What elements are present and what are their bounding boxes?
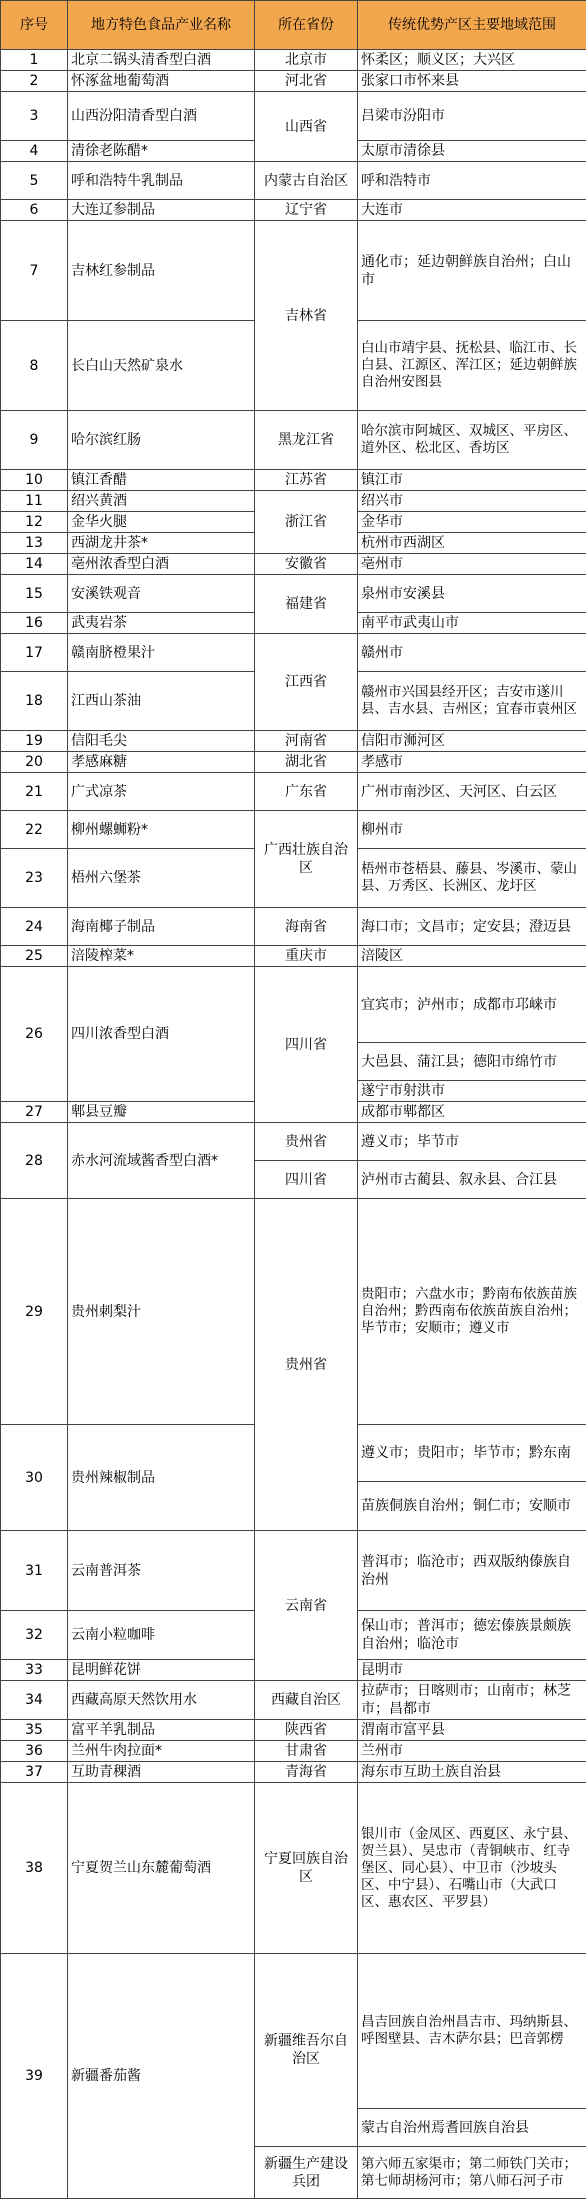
table-row bbox=[1, 1531, 586, 1611]
table-row bbox=[1, 1954, 586, 2109]
area-cell: 遂宁市射洪市 bbox=[358, 1081, 586, 1102]
province-cell: 江西省 bbox=[255, 634, 358, 731]
area-cell: 渭南市富平县 bbox=[358, 1720, 586, 1741]
province-cell: 西藏自治区 bbox=[255, 1681, 358, 1720]
table-row bbox=[1, 634, 586, 672]
area-cell: 普洱市；临沧市；西双版纳傣族自治州 bbox=[358, 1531, 586, 1611]
area-cell: 赣州市 bbox=[358, 634, 586, 672]
area-cell: 大连市 bbox=[358, 200, 586, 221]
industry-name: 四川浓香型白酒 bbox=[68, 967, 255, 1102]
table-row bbox=[1, 92, 586, 141]
row-index: 17 bbox=[1, 634, 68, 672]
industry-name: 云南小粒咖啡 bbox=[68, 1611, 255, 1660]
row-index: 5 bbox=[1, 162, 68, 200]
area-cell: 吕梁市汾阳市 bbox=[358, 92, 586, 141]
industry-name: 贵州刺梨汁 bbox=[68, 1199, 255, 1425]
table-row bbox=[1, 811, 586, 849]
row-index: 39 bbox=[1, 1954, 68, 2199]
industry-name: 昆明鲜花饼 bbox=[68, 1660, 255, 1681]
table-row bbox=[1, 752, 586, 773]
industry-name: 大连辽参制品 bbox=[68, 200, 255, 221]
industry-name: 云南普洱茶 bbox=[68, 1531, 255, 1611]
area-cell: 大邑县、蒲江县；德阳市绵竹市 bbox=[358, 1043, 586, 1081]
table-row bbox=[1, 1199, 586, 1425]
area-cell: 银川市（金凤区、西夏区、永宁县、贺兰县）、吴忠市（青铜峡市、红寺堡区、同心县）、中卫市（沙坡头区、中宁县）、石嘴山市（大武口区、惠农区、平罗县） bbox=[358, 1783, 586, 1954]
row-index: 3 bbox=[1, 92, 68, 141]
row-index: 15 bbox=[1, 575, 68, 613]
area-cell: 金华市 bbox=[358, 512, 586, 533]
area-cell: 遵义市；毕节市 bbox=[358, 1123, 586, 1161]
area-cell: 绍兴市 bbox=[358, 491, 586, 512]
row-index: 35 bbox=[1, 1720, 68, 1741]
industry-name: 信阳毛尖 bbox=[68, 731, 255, 752]
province-cell: 内蒙古自治区 bbox=[255, 162, 358, 200]
area-cell: 保山市；普洱市；德宏傣族景颇族自治州；临沧市 bbox=[358, 1611, 586, 1660]
row-index: 25 bbox=[1, 946, 68, 967]
table-row bbox=[1, 470, 586, 491]
row-index: 10 bbox=[1, 470, 68, 491]
province-cell: 新疆生产建设兵团 bbox=[255, 2147, 358, 2199]
table-row bbox=[1, 411, 586, 470]
area-cell: 呼和浩特市 bbox=[358, 162, 586, 200]
row-index: 8 bbox=[1, 321, 68, 411]
industry-name: 互助青稞酒 bbox=[68, 1762, 255, 1783]
row-index: 2 bbox=[1, 71, 68, 92]
row-index: 31 bbox=[1, 1531, 68, 1611]
row-index: 37 bbox=[1, 1762, 68, 1783]
industry-name: 呼和浩特牛乳制品 bbox=[68, 162, 255, 200]
row-index: 9 bbox=[1, 411, 68, 470]
province-cell: 北京市 bbox=[255, 50, 358, 71]
area-cell: 杭州市西湖区 bbox=[358, 533, 586, 554]
industry-name: 宁夏贺兰山东麓葡萄酒 bbox=[68, 1783, 255, 1954]
industry-name: 广式凉茶 bbox=[68, 773, 255, 811]
area-cell: 海东市互助土族自治县 bbox=[358, 1762, 586, 1783]
area-cell: 昌吉回族自治州昌吉市、玛纳斯县、呼图壁县、吉木萨尔县；巴音郭楞 bbox=[358, 1954, 586, 2109]
province-cell: 贵州省 bbox=[255, 1123, 358, 1161]
province-cell: 河南省 bbox=[255, 731, 358, 752]
area-cell: 宜宾市；泸州市；成都市邛崃市 bbox=[358, 967, 586, 1043]
industry-name: 梧州六堡茶 bbox=[68, 849, 255, 908]
area-cell: 孝感市 bbox=[358, 752, 586, 773]
row-index: 18 bbox=[1, 672, 68, 731]
row-index: 28 bbox=[1, 1123, 68, 1199]
province-cell: 安徽省 bbox=[255, 554, 358, 575]
industry-name: 北京二锅头清香型白酒 bbox=[68, 50, 255, 71]
row-index: 22 bbox=[1, 811, 68, 849]
area-cell: 白山市靖宇县、抚松县、临江市、长白县、江源区、浑江区；延边朝鲜族自治州安图县 bbox=[358, 321, 586, 411]
industry-name: 贵州辣椒制品 bbox=[68, 1425, 255, 1531]
industry-name: 镇江香醋 bbox=[68, 470, 255, 491]
province-cell: 广西壮族自治区 bbox=[255, 811, 358, 908]
industry-name: 新疆番茄酱 bbox=[68, 1954, 255, 2199]
row-index: 20 bbox=[1, 752, 68, 773]
row-index: 38 bbox=[1, 1783, 68, 1954]
header-index: 序号 bbox=[1, 1, 68, 50]
area-cell: 苗族侗族自治州；铜仁市；安顺市 bbox=[358, 1482, 586, 1531]
province-cell: 广东省 bbox=[255, 773, 358, 811]
province-cell: 河北省 bbox=[255, 71, 358, 92]
province-cell: 吉林省 bbox=[255, 221, 358, 411]
table-row bbox=[1, 1741, 586, 1762]
area-cell: 昆明市 bbox=[358, 1660, 586, 1681]
industry-name: 安溪铁观音 bbox=[68, 575, 255, 613]
row-index: 32 bbox=[1, 1611, 68, 1660]
table-row bbox=[1, 221, 586, 321]
area-cell: 太原市清徐县 bbox=[358, 141, 586, 162]
table-row bbox=[1, 1783, 586, 1954]
table-row bbox=[1, 491, 586, 512]
province-cell: 陕西省 bbox=[255, 1720, 358, 1741]
table-row bbox=[1, 1123, 586, 1161]
area-cell: 亳州市 bbox=[358, 554, 586, 575]
area-cell: 遵义市；贵阳市；毕节市；黔东南 bbox=[358, 1425, 586, 1482]
row-index: 33 bbox=[1, 1660, 68, 1681]
industry-name: 海南椰子制品 bbox=[68, 908, 255, 946]
row-index: 11 bbox=[1, 491, 68, 512]
industry-name: 哈尔滨红肠 bbox=[68, 411, 255, 470]
province-cell: 江苏省 bbox=[255, 470, 358, 491]
area-cell: 柳州市 bbox=[358, 811, 586, 849]
area-cell: 通化市；延边朝鲜族自治州；白山市 bbox=[358, 221, 586, 321]
row-index: 13 bbox=[1, 533, 68, 554]
industry-name: 吉林红参制品 bbox=[68, 221, 255, 321]
province-cell: 黑龙江省 bbox=[255, 411, 358, 470]
province-cell: 重庆市 bbox=[255, 946, 358, 967]
row-index: 29 bbox=[1, 1199, 68, 1425]
area-cell: 成都市郫都区 bbox=[358, 1102, 586, 1123]
table-row bbox=[1, 554, 586, 575]
industry-name: 赣南脐橙果汁 bbox=[68, 634, 255, 672]
province-cell: 四川省 bbox=[255, 1161, 358, 1199]
row-index: 27 bbox=[1, 1102, 68, 1123]
industry-name: 金华火腿 bbox=[68, 512, 255, 533]
industry-name: 西湖龙井茶* bbox=[68, 533, 255, 554]
area-cell: 贵阳市；六盘水市；黔南布依族苗族自治州；黔西南布依族苗族自治州；毕节市；安顺市；遵义市 bbox=[358, 1199, 586, 1425]
industry-name: 亳州浓香型白酒 bbox=[68, 554, 255, 575]
row-index: 23 bbox=[1, 849, 68, 908]
table-row bbox=[1, 50, 586, 71]
area-cell: 泸州市古蔺县、叙永县、合江县 bbox=[358, 1161, 586, 1199]
row-index: 34 bbox=[1, 1681, 68, 1720]
table-row bbox=[1, 773, 586, 811]
area-cell: 赣州市兴国县经开区；吉安市遂川县、吉水县、吉州区；宜春市袁州区 bbox=[358, 672, 586, 731]
industry-name: 江西山茶油 bbox=[68, 672, 255, 731]
row-index: 19 bbox=[1, 731, 68, 752]
province-cell: 海南省 bbox=[255, 908, 358, 946]
industry-name: 西藏高原天然饮用水 bbox=[68, 1681, 255, 1720]
industry-name: 富平羊乳制品 bbox=[68, 1720, 255, 1741]
header-row bbox=[1, 1, 586, 50]
table-row bbox=[1, 908, 586, 946]
table-row bbox=[1, 1681, 586, 1720]
province-cell: 浙江省 bbox=[255, 491, 358, 554]
area-cell: 广州市南沙区、天河区、白云区 bbox=[358, 773, 586, 811]
header-province: 所在省份 bbox=[255, 1, 358, 50]
table-row bbox=[1, 1720, 586, 1741]
table-row bbox=[1, 731, 586, 752]
area-cell: 镇江市 bbox=[358, 470, 586, 491]
area-cell: 张家口市怀来县 bbox=[358, 71, 586, 92]
industry-name: 清徐老陈醋* bbox=[68, 141, 255, 162]
province-cell: 新疆维吾尔自治区 bbox=[255, 1954, 358, 2147]
province-cell: 福建省 bbox=[255, 575, 358, 634]
industry-name: 柳州螺蛳粉* bbox=[68, 811, 255, 849]
table-row bbox=[1, 967, 586, 1043]
row-index: 24 bbox=[1, 908, 68, 946]
row-index: 1 bbox=[1, 50, 68, 71]
industry-name: 山西汾阳清香型白酒 bbox=[68, 92, 255, 141]
area-cell: 信阳市浉河区 bbox=[358, 731, 586, 752]
province-cell: 辽宁省 bbox=[255, 200, 358, 221]
area-cell: 蒙古自治州焉耆回族自治县 bbox=[358, 2109, 586, 2147]
row-index: 30 bbox=[1, 1425, 68, 1531]
row-index: 4 bbox=[1, 141, 68, 162]
area-cell: 泉州市安溪县 bbox=[358, 575, 586, 613]
area-cell: 哈尔滨市阿城区、双城区、平房区、道外区、松北区、香坊区 bbox=[358, 411, 586, 470]
table-row bbox=[1, 1762, 586, 1783]
row-index: 7 bbox=[1, 221, 68, 321]
area-cell: 兰州市 bbox=[358, 1741, 586, 1762]
industry-name: 郫县豆瓣 bbox=[68, 1102, 255, 1123]
header-industry: 地方特色食品产业名称 bbox=[68, 1, 255, 50]
area-cell: 涪陵区 bbox=[358, 946, 586, 967]
row-index: 26 bbox=[1, 967, 68, 1102]
area-cell: 怀柔区；顺义区；大兴区 bbox=[358, 50, 586, 71]
industry-name: 武夷岩茶 bbox=[68, 613, 255, 634]
table-row bbox=[1, 162, 586, 200]
header-area: 传统优势产区主要地域范围 bbox=[358, 1, 586, 50]
area-cell: 海口市；文昌市；定安县；澄迈县 bbox=[358, 908, 586, 946]
industry-name: 赤水河流域酱香型白酒* bbox=[68, 1123, 255, 1199]
province-cell: 青海省 bbox=[255, 1762, 358, 1783]
table-row bbox=[1, 200, 586, 221]
province-cell: 四川省 bbox=[255, 967, 358, 1123]
industry-name: 长白山天然矿泉水 bbox=[68, 321, 255, 411]
row-index: 36 bbox=[1, 1741, 68, 1762]
province-cell: 云南省 bbox=[255, 1531, 358, 1681]
area-cell: 梧州市苍梧县、藤县、岑溪市、蒙山县、万秀区、长洲区、龙圩区 bbox=[358, 849, 586, 908]
industry-name: 怀涿盆地葡萄酒 bbox=[68, 71, 255, 92]
province-cell: 湖北省 bbox=[255, 752, 358, 773]
table-row bbox=[1, 575, 586, 613]
industry-name: 孝感麻糖 bbox=[68, 752, 255, 773]
province-cell: 贵州省 bbox=[255, 1199, 358, 1531]
area-cell: 拉萨市；日喀则市；山南市；林芝市；昌都市 bbox=[358, 1681, 586, 1720]
row-index: 21 bbox=[1, 773, 68, 811]
industry-name: 涪陵榨菜* bbox=[68, 946, 255, 967]
area-cell: 南平市武夷山市 bbox=[358, 613, 586, 634]
row-index: 6 bbox=[1, 200, 68, 221]
row-index: 14 bbox=[1, 554, 68, 575]
province-cell: 山西省 bbox=[255, 92, 358, 162]
area-cell: 第六师五家渠市；第二师铁门关市；第七师胡杨河市；第八师石河子市 bbox=[358, 2147, 586, 2199]
province-cell: 甘肃省 bbox=[255, 1741, 358, 1762]
province-cell: 宁夏回族自治区 bbox=[255, 1783, 358, 1954]
row-index: 12 bbox=[1, 512, 68, 533]
industry-name: 兰州牛肉拉面* bbox=[68, 1741, 255, 1762]
table-row bbox=[1, 71, 586, 92]
industry-name: 绍兴黄酒 bbox=[68, 491, 255, 512]
table-row bbox=[1, 946, 586, 967]
row-index: 16 bbox=[1, 613, 68, 634]
